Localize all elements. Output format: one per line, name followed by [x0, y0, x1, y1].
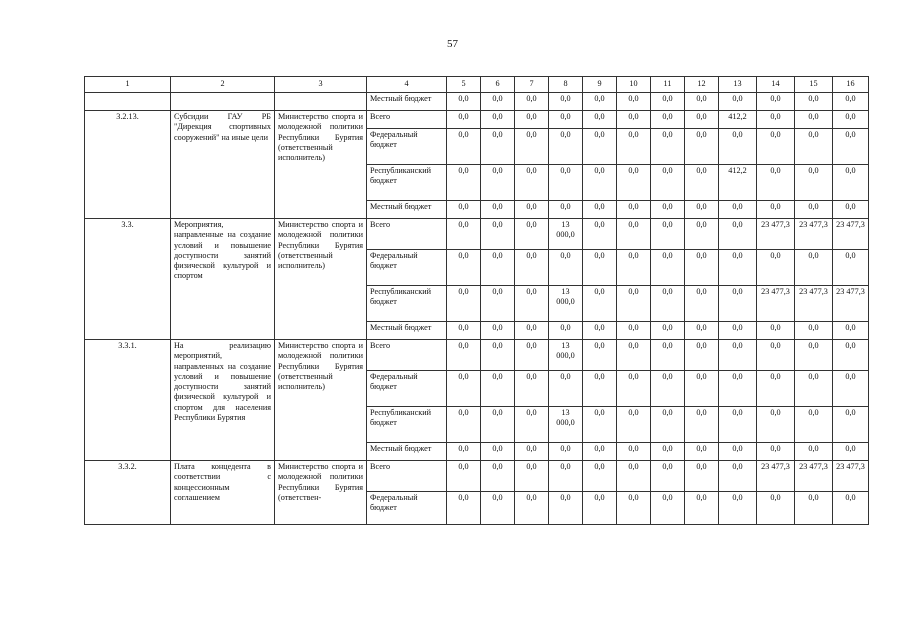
value-cell: 0,0	[719, 340, 757, 371]
code-cell: 3.3.1.	[85, 340, 171, 461]
column-number-cell: 6	[481, 77, 515, 93]
value-cell: 0,0	[515, 219, 549, 250]
table-row	[85, 219, 869, 250]
value-cell: 0,0	[515, 407, 549, 443]
value-cell: 0,0	[795, 93, 833, 111]
column-number-cell: 8	[549, 77, 583, 93]
value-cell: 0,0	[481, 165, 515, 201]
value-cell: 0,0	[515, 129, 549, 165]
value-cell: 0,0	[515, 492, 549, 525]
value-cell: 0,0	[617, 129, 651, 165]
value-cell: 0,0	[549, 461, 583, 492]
budget-source-cell: Всего	[367, 340, 447, 371]
value-cell: 0,0	[583, 443, 617, 461]
value-cell: 0,0	[549, 250, 583, 286]
value-cell: 412,2	[719, 111, 757, 129]
value-cell: 0,0	[583, 250, 617, 286]
value-cell: 0,0	[515, 93, 549, 111]
value-cell: 0,0	[549, 443, 583, 461]
value-cell: 0,0	[447, 492, 481, 525]
value-cell: 0,0	[617, 443, 651, 461]
value-cell: 0,0	[685, 165, 719, 201]
value-cell: 0,0	[481, 111, 515, 129]
column-number-cell: 4	[367, 77, 447, 93]
value-cell: 0,0	[651, 322, 685, 340]
value-cell: 0,0	[617, 371, 651, 407]
budget-source-cell: Местный бюджет	[367, 93, 447, 111]
value-cell: 0,0	[549, 371, 583, 407]
budget-source-cell: Всего	[367, 111, 447, 129]
value-cell: 0,0	[447, 461, 481, 492]
value-cell: 0,0	[685, 492, 719, 525]
column-number-cell: 1	[85, 77, 171, 93]
column-number-cell: 16	[833, 77, 869, 93]
value-cell: 0,0	[757, 322, 795, 340]
value-cell: 0,0	[795, 492, 833, 525]
value-cell: 0,0	[833, 165, 869, 201]
value-cell: 0,0	[481, 286, 515, 322]
column-number-cell: 7	[515, 77, 549, 93]
value-cell: 0,0	[515, 322, 549, 340]
value-cell: 0,0	[685, 461, 719, 492]
value-cell: 0,0	[685, 250, 719, 286]
value-cell: 0,0	[757, 201, 795, 219]
value-cell: 0,0	[549, 93, 583, 111]
value-cell: 0,0	[481, 371, 515, 407]
table-row	[85, 461, 869, 492]
value-cell: 0,0	[795, 322, 833, 340]
value-cell: 0,0	[583, 322, 617, 340]
value-cell: 0,0	[719, 443, 757, 461]
value-cell: 0,0	[833, 322, 869, 340]
value-cell: 0,0	[583, 340, 617, 371]
value-cell: 0,0	[651, 443, 685, 461]
event-name-cell	[171, 93, 275, 111]
value-cell: 0,0	[719, 93, 757, 111]
value-cell: 0,0	[833, 407, 869, 443]
value-cell: 0,0	[481, 250, 515, 286]
column-number-cell: 13	[719, 77, 757, 93]
value-cell: 0,0	[719, 129, 757, 165]
value-cell: 0,0	[515, 443, 549, 461]
executor-cell: Министерство спорта и молодежной политики Республики Бурятия (ответственный исполнитель)	[275, 219, 367, 340]
value-cell: 0,0	[583, 165, 617, 201]
value-cell: 0,0	[617, 492, 651, 525]
value-cell: 0,0	[515, 340, 549, 371]
value-cell: 0,0	[833, 129, 869, 165]
value-cell: 23 477,3	[795, 219, 833, 250]
value-cell: 0,0	[617, 340, 651, 371]
value-cell: 0,0	[549, 165, 583, 201]
value-cell: 0,0	[617, 286, 651, 322]
value-cell: 0,0	[757, 250, 795, 286]
value-cell: 0,0	[795, 111, 833, 129]
value-cell: 0,0	[651, 111, 685, 129]
code-cell: 3.3.	[85, 219, 171, 340]
value-cell: 0,0	[549, 129, 583, 165]
value-cell: 0,0	[583, 461, 617, 492]
value-cell: 0,0	[515, 201, 549, 219]
value-cell: 23 477,3	[757, 286, 795, 322]
value-cell: 0,0	[719, 286, 757, 322]
value-cell: 0,0	[447, 219, 481, 250]
value-cell: 0,0	[447, 129, 481, 165]
value-cell: 13 000,0	[549, 286, 583, 322]
table-row	[85, 340, 869, 371]
value-cell: 0,0	[757, 165, 795, 201]
value-cell: 23 477,3	[795, 286, 833, 322]
value-cell: 0,0	[549, 111, 583, 129]
executor-cell: Министерство спорта и молодежной политики Республики Бурятия (ответствен-	[275, 461, 367, 525]
value-cell: 0,0	[617, 250, 651, 286]
value-cell: 0,0	[617, 201, 651, 219]
value-cell: 23 477,3	[757, 219, 795, 250]
budget-source-cell: Местный бюджет	[367, 322, 447, 340]
value-cell: 0,0	[617, 219, 651, 250]
value-cell: 0,0	[833, 250, 869, 286]
value-cell: 0,0	[583, 286, 617, 322]
value-cell: 0,0	[481, 461, 515, 492]
event-name-cell: Субсидии ГАУ РБ "Дирекция спортивных сооружений" на иные цели	[171, 111, 275, 219]
value-cell: 0,0	[549, 201, 583, 219]
column-number-cell: 14	[757, 77, 795, 93]
value-cell: 0,0	[833, 111, 869, 129]
value-cell: 0,0	[757, 371, 795, 407]
column-number-cell: 2	[171, 77, 275, 93]
event-name-cell: Мероприятия, направленные на создание условий и повышение доступности занятий физической культурой и спортом	[171, 219, 275, 340]
value-cell: 0,0	[515, 286, 549, 322]
value-cell: 0,0	[651, 461, 685, 492]
value-cell: 0,0	[651, 340, 685, 371]
value-cell: 0,0	[617, 461, 651, 492]
value-cell: 0,0	[617, 407, 651, 443]
value-cell: 0,0	[481, 492, 515, 525]
value-cell: 0,0	[481, 340, 515, 371]
value-cell: 0,0	[833, 443, 869, 461]
code-cell	[85, 93, 171, 111]
value-cell: 0,0	[583, 201, 617, 219]
value-cell: 0,0	[447, 407, 481, 443]
page-number: 57	[447, 38, 458, 50]
value-cell: 0,0	[447, 111, 481, 129]
column-number-cell: 3	[275, 77, 367, 93]
value-cell: 0,0	[685, 407, 719, 443]
value-cell: 0,0	[583, 129, 617, 165]
value-cell: 0,0	[685, 340, 719, 371]
value-cell: 0,0	[685, 93, 719, 111]
value-cell: 23 477,3	[833, 219, 869, 250]
value-cell: 0,0	[651, 219, 685, 250]
value-cell: 0,0	[583, 111, 617, 129]
executor-cell: Министерство спорта и молодежной политики Республики Бурятия (ответственный исполнитель)	[275, 111, 367, 219]
budget-source-cell: Республиканский бюджет	[367, 286, 447, 322]
value-cell: 0,0	[795, 165, 833, 201]
value-cell: 0,0	[651, 250, 685, 286]
value-cell: 0,0	[447, 250, 481, 286]
value-cell: 0,0	[481, 443, 515, 461]
budget-source-cell: Всего	[367, 219, 447, 250]
value-cell: 0,0	[719, 407, 757, 443]
budget-source-cell: Федеральный бюджет	[367, 250, 447, 286]
value-cell: 0,0	[549, 492, 583, 525]
value-cell: 0,0	[795, 371, 833, 407]
value-cell: 0,0	[795, 443, 833, 461]
column-number-cell: 12	[685, 77, 719, 93]
value-cell: 0,0	[549, 322, 583, 340]
budget-source-cell: Местный бюджет	[367, 443, 447, 461]
budget-source-cell: Федеральный бюджет	[367, 492, 447, 525]
value-cell: 0,0	[481, 322, 515, 340]
value-cell: 23 477,3	[833, 286, 869, 322]
value-cell: 0,0	[757, 93, 795, 111]
value-cell: 0,0	[757, 340, 795, 371]
value-cell: 0,0	[685, 129, 719, 165]
budget-source-cell: Федеральный бюджет	[367, 371, 447, 407]
column-number-cell: 9	[583, 77, 617, 93]
value-cell: 0,0	[651, 407, 685, 443]
value-cell: 23 477,3	[757, 461, 795, 492]
budget-source-cell: Республиканский бюджет	[367, 407, 447, 443]
value-cell: 0,0	[833, 340, 869, 371]
value-cell: 0,0	[795, 201, 833, 219]
value-cell: 0,0	[481, 93, 515, 111]
column-number-cell: 11	[651, 77, 685, 93]
value-cell: 0,0	[583, 492, 617, 525]
value-cell: 0,0	[685, 371, 719, 407]
value-cell: 0,0	[719, 322, 757, 340]
value-cell: 0,0	[515, 165, 549, 201]
value-cell: 0,0	[515, 250, 549, 286]
value-cell: 0,0	[685, 201, 719, 219]
value-cell: 0,0	[833, 492, 869, 525]
value-cell: 0,0	[795, 129, 833, 165]
value-cell: 0,0	[515, 371, 549, 407]
value-cell: 0,0	[583, 371, 617, 407]
value-cell: 0,0	[651, 201, 685, 219]
value-cell: 0,0	[757, 129, 795, 165]
value-cell: 0,0	[583, 219, 617, 250]
value-cell: 0,0	[719, 371, 757, 407]
value-cell: 0,0	[757, 492, 795, 525]
value-cell: 0,0	[447, 165, 481, 201]
value-cell: 0,0	[447, 286, 481, 322]
value-cell: 0,0	[617, 322, 651, 340]
value-cell: 0,0	[833, 93, 869, 111]
value-cell: 0,0	[757, 407, 795, 443]
value-cell: 0,0	[719, 250, 757, 286]
value-cell: 0,0	[651, 165, 685, 201]
column-number-row	[85, 77, 869, 93]
value-cell: 13 000,0	[549, 407, 583, 443]
value-cell: 13 000,0	[549, 340, 583, 371]
value-cell: 0,0	[447, 371, 481, 407]
column-number-cell: 10	[617, 77, 651, 93]
value-cell: 0,0	[833, 201, 869, 219]
value-cell: 0,0	[447, 340, 481, 371]
value-cell: 0,0	[685, 219, 719, 250]
budget-source-cell: Местный бюджет	[367, 201, 447, 219]
value-cell: 0,0	[515, 461, 549, 492]
value-cell: 0,0	[583, 407, 617, 443]
value-cell: 0,0	[719, 492, 757, 525]
event-name-cell: На реализацию мероприятий, направленных на создание условий и повышение доступности занятий физической культурой и спортом для населения Республики Бурятия	[171, 340, 275, 461]
value-cell: 0,0	[685, 322, 719, 340]
value-cell: 0,0	[651, 492, 685, 525]
value-cell: 0,0	[685, 111, 719, 129]
value-cell: 0,0	[685, 443, 719, 461]
value-cell: 0,0	[685, 286, 719, 322]
value-cell: 0,0	[719, 461, 757, 492]
executor-cell: Министерство спорта и молодежной политики Республики Бурятия (ответственный исполнитель)	[275, 340, 367, 461]
value-cell: 0,0	[583, 93, 617, 111]
value-cell: 0,0	[651, 286, 685, 322]
value-cell: 0,0	[617, 93, 651, 111]
value-cell: 0,0	[447, 322, 481, 340]
value-cell: 0,0	[481, 219, 515, 250]
value-cell: 0,0	[795, 407, 833, 443]
value-cell: 0,0	[617, 111, 651, 129]
value-cell: 0,0	[833, 371, 869, 407]
code-cell: 3.2.13.	[85, 111, 171, 219]
executor-cell	[275, 93, 367, 111]
value-cell: 13 000,0	[549, 219, 583, 250]
value-cell: 23 477,3	[833, 461, 869, 492]
value-cell: 0,0	[447, 443, 481, 461]
value-cell: 0,0	[447, 93, 481, 111]
value-cell: 0,0	[757, 111, 795, 129]
value-cell: 0,0	[795, 250, 833, 286]
value-cell: 0,0	[651, 129, 685, 165]
budget-source-cell: Федеральный бюджет	[367, 129, 447, 165]
table-row	[85, 93, 869, 111]
value-cell: 0,0	[719, 219, 757, 250]
value-cell: 0,0	[515, 111, 549, 129]
value-cell: 0,0	[757, 443, 795, 461]
value-cell: 0,0	[651, 93, 685, 111]
program-funding-table	[84, 76, 869, 525]
table-row	[85, 111, 869, 129]
value-cell: 0,0	[481, 129, 515, 165]
value-cell: 0,0	[617, 165, 651, 201]
value-cell: 0,0	[651, 371, 685, 407]
budget-source-cell: Республиканский бюджет	[367, 165, 447, 201]
event-name-cell: Плата концедента в соответствии с концессионным соглашением	[171, 461, 275, 525]
value-cell: 0,0	[481, 201, 515, 219]
column-number-cell: 5	[447, 77, 481, 93]
value-cell: 23 477,3	[795, 461, 833, 492]
budget-source-cell: Всего	[367, 461, 447, 492]
value-cell: 0,0	[795, 340, 833, 371]
value-cell: 0,0	[447, 201, 481, 219]
value-cell: 412,2	[719, 165, 757, 201]
code-cell: 3.3.2.	[85, 461, 171, 525]
value-cell: 0,0	[719, 201, 757, 219]
value-cell: 0,0	[481, 407, 515, 443]
column-number-cell: 15	[795, 77, 833, 93]
